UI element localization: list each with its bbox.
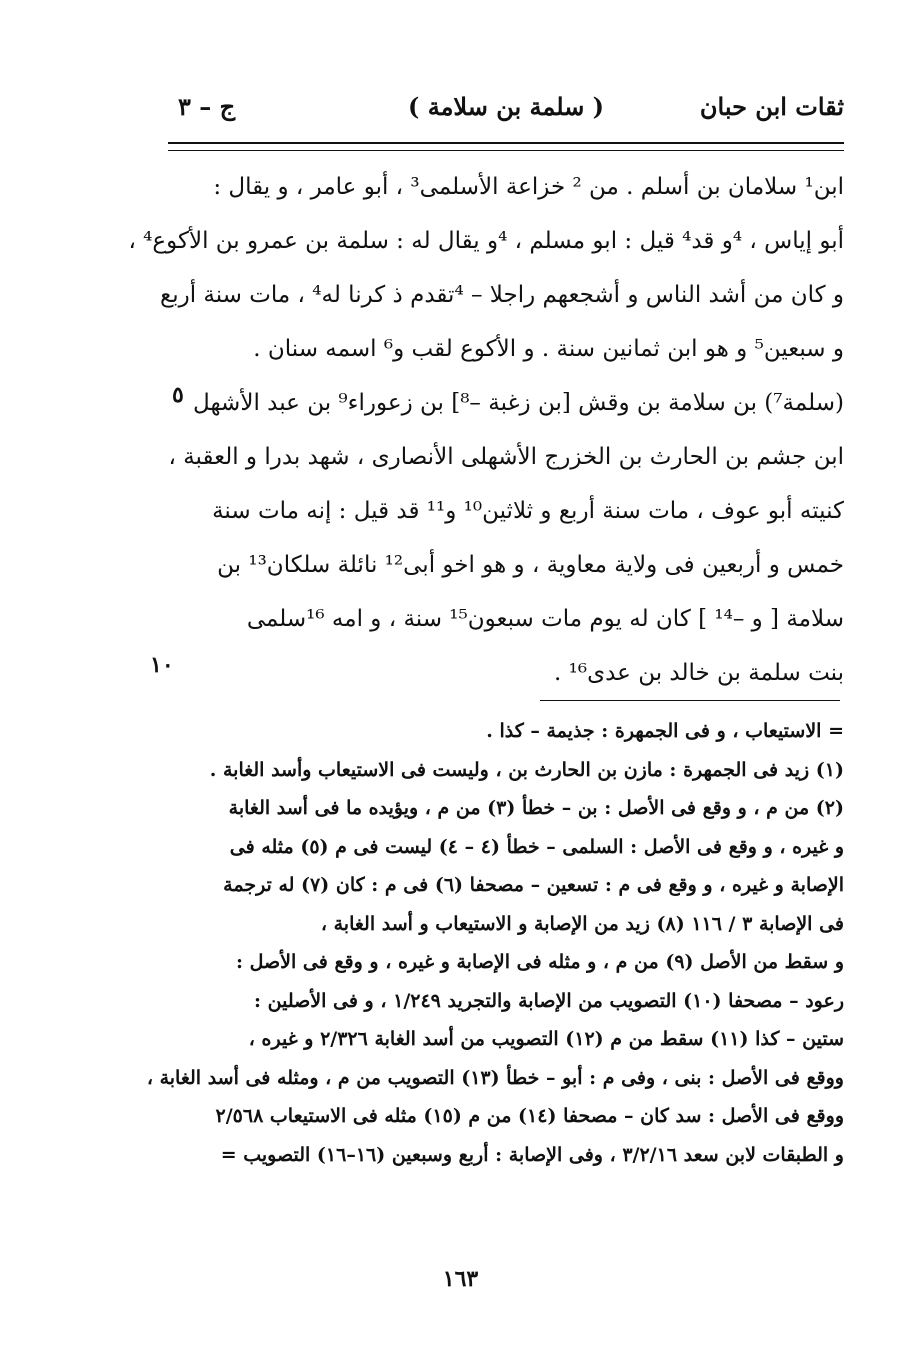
footnote-line: الإصابة و غيره ، و وقع فى م : تسعين – مصحفا (٦) فى م : كان (٧) له ترجمة	[223, 874, 844, 896]
header-double-rule	[168, 142, 844, 151]
text-line: سلامة [ و –¹⁴ ] كان له يوم مات سبعون¹⁵ سنة ، و امه ¹⁶سلمى	[246, 606, 844, 632]
page-number: ١٦٣	[442, 1266, 479, 1292]
text-line: و كان من أشد الناس و أشجعهم راجلا – ⁴تقدم ذ كرنا له⁴ ، مات سنة أربع	[159, 282, 844, 308]
footnote-separator-rule	[540, 700, 840, 701]
text-line: و سبعين⁵ و هو ابن ثمانين سنة . و الأكوع لقب و⁶ اسمه سنان .	[253, 336, 844, 362]
footnote-line: و الطبقات لابن سعد ٣/٢/١٦ ، وفى الإصابة : أربع وسبعين (١٦–١٦) التصويب =	[220, 1143, 844, 1166]
text-line: بنت سلمة بن خالد بن عدى¹⁶ .	[554, 660, 844, 686]
footnotes	[146, 712, 844, 1174]
header-section: ( سلمة بن سلامة )	[407, 92, 605, 121]
footnote-line: و غيره ، و وقع فى الأصل : السلمى – خطأ (٤ – ٤) ليست فى م (٥) مثله فى	[229, 835, 844, 858]
footnote-line: (١) زيد فى الجمهرة : مازن بن الحارث بن ، وليست فى الاستيعاب وأسد الغابة .	[209, 758, 844, 781]
margin-line-number-5: ٥	[172, 382, 184, 408]
header-book-title: ثقات ابن حبان	[699, 92, 844, 121]
footnote-line: رعود – مصحفا (١٠) التصويب من الإصابة والتجريد ١/٢٤٩ ، و فى الأصلين :	[254, 989, 844, 1012]
text-line: خمس و أربعين فى ولاية معاوية ، و هو اخو أبى¹² نائلة سلكان¹³ بن	[217, 552, 844, 578]
footnote-line: (٢) من م ، و وقع فى الأصل : بن – خطأ (٣) من م ، ويؤيده ما فى أسد الغابة	[228, 797, 844, 819]
text-line: أبو إياس ، ⁴و قد⁴ قيل : ابو مسلم ، ⁴و يقال له : سلمة بن عمرو بن الأكوع⁴ ،	[128, 228, 844, 254]
text-line: ابن جشم بن الحارث بن الخزرج الأشهلى الأنصارى ، شهد بدرا و العقبة ،	[168, 444, 844, 470]
running-header	[168, 92, 844, 132]
footnote-line: فى الإصابة ٣ / ١١٦ (٨) زيد من الإصابة و الاستيعاب و أسد الغابة ،	[320, 912, 844, 935]
text-line: ابن¹ سلامان بن أسلم . من ² خزاعة الأسلمى³ ، أبو عامر ، و يقال :	[213, 174, 844, 200]
footnote-line: ستين – كذا (١١) سقط من م (١٢) التصويب من أسد الغابة ٢/٣٢٦ و غيره ،	[248, 1028, 844, 1050]
header-volume: ج – ٣	[178, 92, 236, 121]
text-line: (سلمة⁷) بن سلامة بن وقش [بن زغبة –⁸] بن زعوراء⁹ بن عبد الأشهل	[193, 390, 844, 416]
footnote-line: ووقع فى الأصل : بنى ، وفى م : أبو – خطأ (١٣) التصويب من م ، ومثله فى أسد الغابة ،	[146, 1066, 844, 1089]
footnote-line: = الاستيعاب ، و فى الجمهرة : جذيمة – كذا .	[486, 720, 844, 742]
footnote-line: ووقع فى الأصل : سد كان – مصحفا (١٤) من م (١٥) مثله فى الاستيعاب ٢/٥٦٨	[215, 1105, 844, 1127]
text-line: كنيته أبو عوف ، مات سنة أربع و ثلاثين¹⁰ و¹¹ قد قيل : إنه مات سنة	[212, 498, 844, 524]
margin-line-number-10: ١٠	[150, 652, 174, 678]
footnote-line: و سقط من الأصل (٩) من م ، و مثله فى الإصابة و غيره ، و وقع فى الأصل :	[236, 951, 844, 973]
